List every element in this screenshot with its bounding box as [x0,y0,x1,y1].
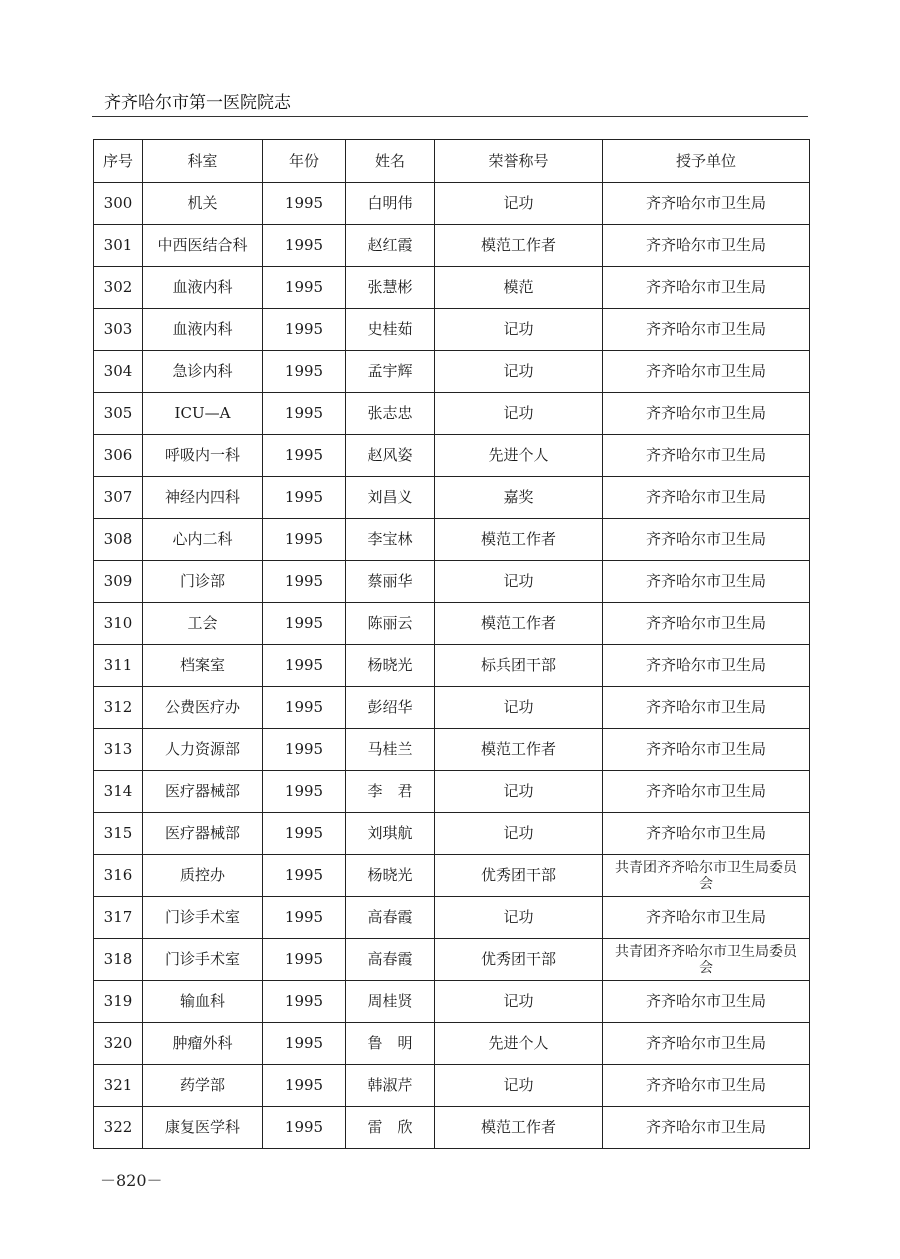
cell-index: 306 [94,435,143,477]
table-header-row [94,140,810,183]
table-row [94,561,810,603]
cell-awarding-unit: 齐齐哈尔市卫生局 [603,477,810,519]
cell-department: 公费医疗办 [143,687,263,729]
cell-year: 1995 [263,603,346,645]
cell-awarding-unit: 齐齐哈尔市卫生局 [603,1065,810,1107]
cell-index: 311 [94,645,143,687]
cell-honor-title: 记功 [435,1065,603,1107]
cell-department: 机关 [143,183,263,225]
header-year: 年份 [263,140,346,183]
table-row [94,603,810,645]
cell-awarding-unit: 齐齐哈尔市卫生局 [603,351,810,393]
cell-honor-title: 记功 [435,813,603,855]
table-row [94,225,810,267]
table-row [94,855,810,897]
cell-awarding-unit: 齐齐哈尔市卫生局 [603,561,810,603]
cell-year: 1995 [263,771,346,813]
cell-year: 1995 [263,1023,346,1065]
cell-name: 马桂兰 [346,729,435,771]
cell-name: 雷 欣 [346,1107,435,1149]
cell-index: 318 [94,939,143,981]
cell-index: 309 [94,561,143,603]
header-rule [92,116,808,117]
cell-index: 312 [94,687,143,729]
cell-honor-title: 记功 [435,393,603,435]
cell-department: 质控办 [143,855,263,897]
cell-index: 304 [94,351,143,393]
cell-honor-title: 模范工作者 [435,729,603,771]
cell-awarding-unit: 齐齐哈尔市卫生局 [603,897,810,939]
cell-year: 1995 [263,477,346,519]
table-row [94,687,810,729]
cell-awarding-unit: 齐齐哈尔市卫生局 [603,183,810,225]
cell-index: 305 [94,393,143,435]
table-row [94,771,810,813]
cell-year: 1995 [263,981,346,1023]
cell-name: 李宝林 [346,519,435,561]
cell-name: 高春霞 [346,939,435,981]
cell-name: 孟宇辉 [346,351,435,393]
cell-honor-title: 记功 [435,561,603,603]
header-name: 姓名 [346,140,435,183]
cell-index: 313 [94,729,143,771]
cell-index: 300 [94,183,143,225]
cell-name: 周桂贤 [346,981,435,1023]
table-row [94,1023,810,1065]
cell-department: 输血科 [143,981,263,1023]
cell-department: ICU—A [143,393,263,435]
cell-honor-title: 记功 [435,183,603,225]
cell-year: 1995 [263,435,346,477]
cell-honor-title: 模范 [435,267,603,309]
cell-name: 赵风姿 [346,435,435,477]
cell-honor-title: 记功 [435,981,603,1023]
cell-year: 1995 [263,687,346,729]
cell-honor-title: 优秀团干部 [435,939,603,981]
cell-awarding-unit: 齐齐哈尔市卫生局 [603,225,810,267]
cell-honor-title: 标兵团干部 [435,645,603,687]
cell-department: 门诊部 [143,561,263,603]
cell-awarding-unit: 齐齐哈尔市卫生局 [603,771,810,813]
cell-awarding-unit: 齐齐哈尔市卫生局 [603,603,810,645]
header-index: 序号 [94,140,143,183]
cell-department: 医疗器械部 [143,771,263,813]
cell-awarding-unit: 齐齐哈尔市卫生局 [603,267,810,309]
cell-awarding-unit: 齐齐哈尔市卫生局 [603,309,810,351]
cell-name: 鲁 明 [346,1023,435,1065]
cell-awarding-unit: 齐齐哈尔市卫生局 [603,687,810,729]
cell-year: 1995 [263,1065,346,1107]
cell-index: 322 [94,1107,143,1149]
cell-honor-title: 记功 [435,309,603,351]
cell-department: 心内二科 [143,519,263,561]
cell-awarding-unit: 齐齐哈尔市卫生局 [603,435,810,477]
cell-year: 1995 [263,813,346,855]
table-row [94,981,810,1023]
table-row [94,1107,810,1149]
cell-awarding-unit: 齐齐哈尔市卫生局 [603,1023,810,1065]
cell-name: 高春霞 [346,897,435,939]
cell-index: 314 [94,771,143,813]
page-number: －820－ [100,1171,163,1190]
cell-department: 康复医学科 [143,1107,263,1149]
cell-department: 血液内科 [143,309,263,351]
cell-awarding-unit: 齐齐哈尔市卫生局 [603,645,810,687]
cell-honor-title: 先进个人 [435,1023,603,1065]
cell-name: 张慧彬 [346,267,435,309]
cell-index: 301 [94,225,143,267]
table-row [94,351,810,393]
cell-index: 320 [94,1023,143,1065]
cell-year: 1995 [263,855,346,897]
cell-year: 1995 [263,309,346,351]
cell-honor-title: 先进个人 [435,435,603,477]
table-row [94,1065,810,1107]
cell-index: 307 [94,477,143,519]
table-row [94,393,810,435]
cell-index: 321 [94,1065,143,1107]
cell-index: 316 [94,855,143,897]
cell-name: 韩淑芹 [346,1065,435,1107]
cell-name: 张志忠 [346,393,435,435]
cell-year: 1995 [263,183,346,225]
cell-honor-title: 记功 [435,771,603,813]
cell-department: 门诊手术室 [143,939,263,981]
cell-awarding-unit: 共青团齐齐哈尔市卫生局委员会 [603,855,810,897]
cell-index: 315 [94,813,143,855]
cell-name: 赵红霞 [346,225,435,267]
cell-year: 1995 [263,939,346,981]
table-row [94,729,810,771]
cell-name: 李 君 [346,771,435,813]
honors-table [93,139,810,1149]
cell-awarding-unit: 齐齐哈尔市卫生局 [603,981,810,1023]
cell-awarding-unit: 齐齐哈尔市卫生局 [603,813,810,855]
table-row [94,645,810,687]
cell-honor-title: 模范工作者 [435,1107,603,1149]
cell-awarding-unit: 齐齐哈尔市卫生局 [603,393,810,435]
cell-awarding-unit: 齐齐哈尔市卫生局 [603,729,810,771]
cell-name: 刘琪航 [346,813,435,855]
cell-name: 白明伟 [346,183,435,225]
cell-honor-title: 记功 [435,351,603,393]
cell-honor-title: 模范工作者 [435,603,603,645]
cell-department: 档案室 [143,645,263,687]
cell-honor-title: 模范工作者 [435,225,603,267]
header-department: 科室 [143,140,263,183]
table-row [94,939,810,981]
running-head-title: 齐齐哈尔市第一医院院志 [104,93,291,113]
cell-honor-title: 优秀团干部 [435,855,603,897]
cell-name: 彭绍华 [346,687,435,729]
cell-name: 杨晓光 [346,855,435,897]
table-row [94,813,810,855]
cell-year: 1995 [263,351,346,393]
header-awarding-unit: 授予单位 [603,140,810,183]
cell-honor-title: 模范工作者 [435,519,603,561]
table-row [94,519,810,561]
cell-index: 317 [94,897,143,939]
cell-index: 310 [94,603,143,645]
cell-department: 工会 [143,603,263,645]
cell-department: 门诊手术室 [143,897,263,939]
cell-year: 1995 [263,393,346,435]
cell-name: 陈丽云 [346,603,435,645]
cell-index: 303 [94,309,143,351]
cell-year: 1995 [263,225,346,267]
cell-name: 蔡丽华 [346,561,435,603]
table-row [94,435,810,477]
cell-department: 医疗器械部 [143,813,263,855]
table-row [94,183,810,225]
cell-department: 呼吸内一科 [143,435,263,477]
cell-awarding-unit: 齐齐哈尔市卫生局 [603,1107,810,1149]
cell-honor-title: 嘉奖 [435,477,603,519]
cell-index: 319 [94,981,143,1023]
cell-name: 史桂茹 [346,309,435,351]
cell-department: 药学部 [143,1065,263,1107]
header-honor-title: 荣誉称号 [435,140,603,183]
cell-index: 302 [94,267,143,309]
cell-awarding-unit: 共青团齐齐哈尔市卫生局委员会 [603,939,810,981]
cell-year: 1995 [263,897,346,939]
cell-year: 1995 [263,519,346,561]
cell-year: 1995 [263,561,346,603]
cell-department: 急诊内科 [143,351,263,393]
cell-department: 中西医结合科 [143,225,263,267]
cell-year: 1995 [263,645,346,687]
table-row [94,477,810,519]
cell-year: 1995 [263,1107,346,1149]
cell-awarding-unit: 齐齐哈尔市卫生局 [603,519,810,561]
cell-department: 血液内科 [143,267,263,309]
cell-name: 杨晓光 [346,645,435,687]
table-row [94,309,810,351]
table-row [94,267,810,309]
cell-honor-title: 记功 [435,897,603,939]
cell-department: 肿瘤外科 [143,1023,263,1065]
cell-department: 神经内四科 [143,477,263,519]
cell-year: 1995 [263,267,346,309]
cell-name: 刘昌义 [346,477,435,519]
table-body [94,183,810,1149]
cell-index: 308 [94,519,143,561]
table-row [94,897,810,939]
cell-department: 人力资源部 [143,729,263,771]
cell-honor-title: 记功 [435,687,603,729]
cell-year: 1995 [263,729,346,771]
